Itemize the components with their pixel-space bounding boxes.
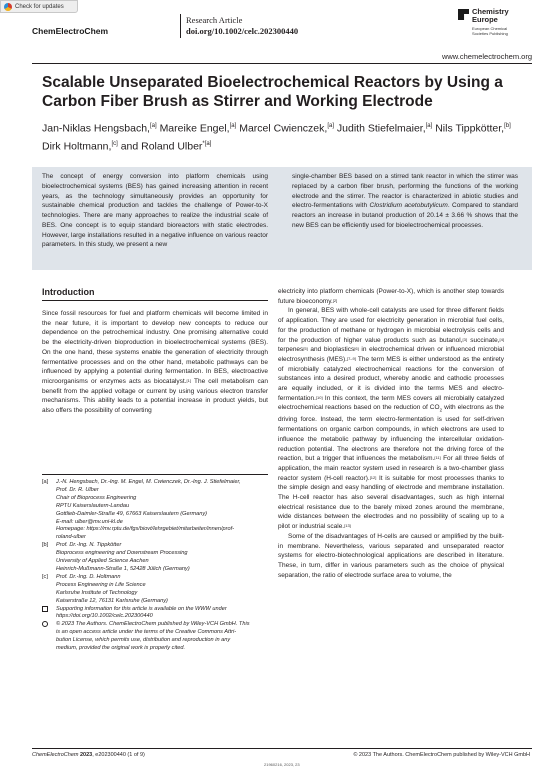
article-title: Scalable Unseparated Bioelectrochemical Reactors by Using a Carbon Fiber Brush as Stirrer and Working Electrode [42, 74, 503, 110]
citation-ref[interactable]: [7–9] [346, 355, 356, 361]
citation-ref[interactable]: [12] [369, 474, 377, 480]
paragraph-text: with electrons as the driving force. Instead, the term electro-fermentation is used for self-driven fermentations on organic carbon compounds, in which electrons are used to influence the metabolic pathway by influencing the intercellular oxidation-reduction potential. The electrons are therefore not the driving force of the reaction, but a trigger that influences the metabolism. [278, 404, 504, 463]
footer-citation [32, 752, 145, 758]
citation-ref[interactable]: [11] [434, 455, 441, 461]
footer-copyright: © 2023 The Authors. ChemElectroChem published by Wiley-VCH GmbH [353, 752, 530, 758]
organism-name: Clostridium acetobutylicum [369, 202, 448, 210]
affiliation-entry [42, 574, 272, 606]
affiliation-line: University of Applied Science Aachen [56, 558, 149, 565]
paragraph-text: The term MES is either understood as the entirety of microbially catalyzed electrochemical reactions for the conversion of substances into a desired product, whereby anodic and cathodic processes are equally included, or it is divided into the terms MES and electro-fermentation. [278, 355, 504, 402]
author-affiliation-ref: [a] [229, 123, 237, 129]
paragraph-bes-applications [278, 306, 504, 531]
citation-ref[interactable]: [6] [354, 346, 359, 352]
doi-link[interactable]: doi.org/10.1002/celc.202300440 [186, 26, 299, 36]
affiliation-line: Process Engineering in Life Science [56, 581, 146, 588]
affiliation-text [56, 542, 272, 574]
affiliations [42, 479, 272, 653]
logo-sub-1: European Chemical [472, 26, 508, 31]
affiliation-line: Bioprocess engineering and Downstream Processing [56, 550, 188, 557]
citation-ref[interactable]: [3] [462, 336, 467, 342]
affiliation-text [56, 574, 272, 606]
affiliation-line: Chair of Bioprocess Engineering [56, 494, 137, 501]
citation-ref[interactable]: [2] [332, 297, 338, 303]
footer-code: 21960216, 2023, 23 [264, 762, 300, 767]
author-name: and Roland Ulber [120, 140, 203, 152]
affiliation-text [56, 606, 272, 622]
abstract-text: . Compared to standard reactors an increase in butanol production of 20.14 ± 3.66 % shows that the new BES can be efficiently used for bioelectrochemical processes. [292, 202, 518, 229]
author-list [42, 119, 522, 154]
affiliations-rule [42, 474, 268, 475]
logo-line-2: Europe [472, 15, 498, 24]
header-rule [32, 63, 532, 64]
author-name: Mareike Engel, [159, 122, 230, 135]
article-type: Research Article [186, 15, 243, 25]
abstract-right-column [292, 172, 518, 231]
footer-journal: ChemElectroChem [32, 752, 79, 758]
affiliation-tag: [c] [42, 573, 48, 580]
update-icon [4, 3, 12, 11]
paragraph-h-cell-disadvantages: Some of the disadvantages of H-cells are caused or amplified by the built-in membrane. Nevertheless, various separated and unseparated reactor systems for electro-biotechnological applications are described in literature. These, in turn, differ in various parameters such as the choice of physical separation, the ratio of electrode surface area to volume, the [278, 532, 504, 579]
author-name: Nils Tippkötter, [435, 122, 505, 135]
affiliation-line: bution License, which permits use, distribution and reproduction in any [56, 637, 231, 644]
affiliation-line: Prof. Dr.-Ing. N. Tippkötter [56, 542, 122, 549]
journal-url[interactable]: www.chemelectrochem.org [441, 52, 532, 61]
author-affiliation-ref: *[a] [202, 140, 212, 147]
author-name: Marcel Cwienczek, [239, 122, 328, 135]
affiliation-line: is an open access article under the terms of the Creative Commons Attri- [56, 629, 237, 636]
footer-rule [32, 748, 532, 749]
chemistry-europe-logo [458, 8, 534, 48]
affiliation-line: © 2023 The Authors. ChemElectroChem published by Wiley-VCH GmbH. This [56, 621, 250, 628]
paragraph-text: For all three fields of application, the main reactor system used in research is a two-chamber glass reactor system (H-cell reactor). [278, 455, 504, 482]
affiliation-entry [42, 542, 272, 574]
affiliation-line: Supporting information for this article is available on the WWW under [56, 605, 227, 612]
document-icon [42, 606, 48, 612]
right-column [278, 287, 504, 580]
paragraph-text: and bioplastics [307, 346, 355, 354]
author-affiliation-ref: [a] [327, 123, 334, 129]
affiliation-entry [42, 621, 272, 653]
citation-ref[interactable]: [10] [315, 394, 323, 400]
logo-line-1: Chemistry [472, 7, 509, 16]
paragraph-text: succinate, [466, 336, 500, 344]
author-affiliation-ref: [a] [425, 123, 433, 129]
footer-page: , e202300440 (1 of 9) [92, 752, 145, 758]
paragraph-continued [278, 287, 504, 306]
affiliation-tag: [a] [42, 479, 49, 485]
author-affiliation-ref: [c] [111, 140, 118, 147]
paragraph-text: The cell metabolism can benefit from the applied voltage or current by using various electron transfer mechanisms. This ability leads to a potential increase in product yields, but also offers the possibility of converting [42, 377, 268, 415]
author-affiliation-ref: [a] [149, 123, 157, 129]
citation-ref[interactable]: [13] [344, 523, 351, 529]
paragraph-text: It is suitable for most processes thanks to the simple design and easy handling of electrode and membrane installation. The H-cell reactor has also several disadvantages, such as high internal electrical resistance due to the barely mixed zones around the membrane, wide distances between the electrodes and no possibility of scaling up to a pilot or industrial scale. [278, 474, 504, 531]
paragraph-text: In this context, the term MES covers all microbially catalyzed electrochemical reactions based on the reduction of CO [278, 394, 504, 412]
affiliation-line: Prof. Dr.-Ing. D. Holtmann [56, 573, 121, 580]
paragraph-text: In general, BES with whole-cell catalysts are used for three different fields of application. They are used for electricity generation in microbial fuel cells, for the production of methane or hydrogen in microbial electrolysis cells and for the production of higher value products such as butanol, [278, 307, 504, 344]
subscript: 2 [439, 407, 443, 413]
abstract-left-column: The concept of energy conversion into platform chemicals using bioelectrochemical systems (BES) has gained increasing attention in recent years, as the technology simultaneously provides an opportunity for sustainable chemical production and tackles the challenge of Power-to-X technologies. There are many approaches to realize the industrial scale of BES. One concept is to equip standard bioreactors with static electrodes. However, large installations resulted in a negative influence on various reactor parameters. In this study, we present a new [42, 173, 268, 249]
affiliation-line: medium, provided the original work is properly cited. [56, 645, 186, 652]
paragraph-text: in electrochemical driven or influenced microbial electrosynthesis (MES). [278, 346, 504, 363]
affiliation-line: Prof. Dr. R. Ulber [56, 486, 99, 493]
affiliation-tag: [b] [42, 542, 49, 549]
logo-sub-2: Societies Publishing [472, 31, 508, 36]
journal-name: ChemElectroChem [32, 26, 109, 36]
affiliation-line: E-mail: ulber@mv.uni-kl.de [56, 518, 123, 525]
affiliation-line: J.-N. Hengsbach, Dr.-Ing. M. Engel, M. Cwienczek, Dr.-Ing. J. Stiefelmaier, [56, 479, 241, 485]
affiliation-line: roland-ulber [56, 534, 86, 541]
author-name: Dirk Holtmann, [42, 140, 112, 152]
abstract-box [32, 167, 532, 270]
check-for-updates-badge[interactable] [0, 0, 78, 13]
author-name: Jan-Niklas Hengsbach, [42, 122, 150, 135]
open-access-icon [42, 621, 56, 653]
paragraph-text: terpenes [278, 346, 304, 354]
affiliation-entry [42, 606, 272, 622]
section-rule [42, 300, 268, 301]
paragraph-text: electricity into platform chemicals (Power-to-X), which is another step towards future bioeconomy. [278, 288, 504, 305]
abstract-text: single-chamber BES based on a stirred tank reactor in which the stirrer was replaced by a carbon fiber brush, performing the functions of the working electrode and the stirrer. The reactor is characterized in abiotic studies and electro-fermentations with [292, 173, 518, 210]
chemistry-europe-mark-icon [458, 9, 469, 20]
citation-ref[interactable]: [5] [303, 346, 308, 352]
citation-ref[interactable]: [1] [186, 377, 191, 383]
section-heading-introduction: Introduction [42, 287, 95, 297]
affiliation-line: Gottlieb-Daimler-Straße 49, 67663 Kaiserslautern (Germany) [56, 510, 207, 517]
affiliation-text [56, 621, 272, 653]
affiliation-line: Karlsruhe Institute of Technology [56, 589, 138, 596]
affiliation-entry [42, 479, 272, 542]
affiliation-text [56, 479, 272, 542]
introduction-paragraph [42, 309, 268, 416]
paragraph-text: Since fossil resources for fuel and platform chemicals will become limited in the near future, it is important to develop new concepts to reduce our dependence on the petrochemical industry. One promising alternative could be the electricity-driven bioproduction in bioelectrochemical systems (BES). On the one hand, these systems enable the generation of electricity through fermentative processes and on the other hand, metabolic pathways can be influenced by applying a potential during fermentation. In BES, electroactive microorganisms or enzymes acts as biocatalyst. [42, 310, 268, 385]
affiliation-line: https://doi.org/10.1002/celc.202300440 [56, 613, 153, 620]
affiliation-line: RPTU Kaiserslautern-Landau [56, 502, 130, 509]
supporting-info-icon [42, 606, 56, 622]
affiliation-line: Homepage: https://mv.rptu.de/fgs/biovt/lehrgebiet/mitarbeiter/innen/prof- [56, 526, 235, 533]
header-divider [180, 14, 181, 38]
affiliation-line: Kaiserstraße 12, 76131 Karlsruhe (Germany) [56, 597, 168, 604]
lock-icon [42, 621, 48, 627]
citation-ref[interactable]: [4] [499, 336, 504, 342]
author-name: Judith Stiefelmaier, [336, 122, 426, 135]
affiliation-line: Heinrich-Mußmann-Straße 1, 52428 Jülich (Germany) [56, 565, 190, 572]
footer-year: 2023 [78, 752, 93, 758]
author-affiliation-ref: [b] [504, 123, 511, 129]
check-for-updates-label: Check for updates [15, 3, 64, 10]
